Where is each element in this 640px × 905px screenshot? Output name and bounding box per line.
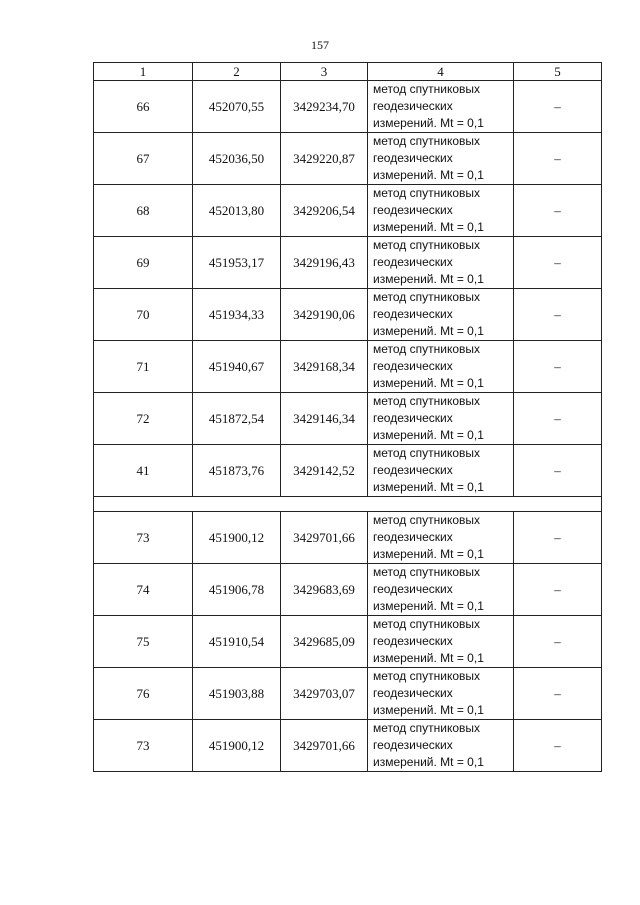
- y-coordinate-cell: 3429142,52: [281, 445, 368, 497]
- point-cell: 75: [94, 616, 193, 668]
- method-line: измерений. Mt = 0,1: [373, 116, 484, 130]
- y-coordinate-cell: 3429146,34: [281, 393, 368, 445]
- method-line: метод спутниковых: [373, 342, 481, 356]
- method-cell: [368, 185, 514, 237]
- method-line: измерений. Mt = 0,1: [373, 168, 484, 182]
- y-coordinate-cell: 3429234,70: [281, 81, 368, 133]
- method-line: измерений. Mt = 0,1: [373, 480, 484, 494]
- method-cell: [368, 616, 514, 668]
- point-cell: 73: [94, 512, 193, 564]
- y-coordinate-cell: 3429683,69: [281, 564, 368, 616]
- note-cell: –: [514, 720, 602, 772]
- method-line: метод спутниковых: [373, 290, 481, 304]
- method-line: метод спутниковых: [373, 721, 481, 735]
- method-line: метод спутниковых: [373, 82, 481, 96]
- note-cell: –: [514, 445, 602, 497]
- note-cell: –: [514, 668, 602, 720]
- method-line: геодезических: [373, 634, 453, 648]
- method-line: метод спутниковых: [373, 669, 481, 683]
- table-row: [94, 445, 602, 497]
- method-line: геодезических: [373, 463, 453, 477]
- method-line: измерений. Mt = 0,1: [373, 703, 484, 717]
- note-cell: –: [514, 289, 602, 341]
- method-line: метод спутниковых: [373, 446, 481, 460]
- point-cell: 71: [94, 341, 193, 393]
- method-line: измерений. Mt = 0,1: [373, 428, 484, 442]
- x-coordinate-cell: 452036,50: [193, 133, 281, 185]
- method-line: геодезических: [373, 203, 453, 217]
- note-cell: –: [514, 341, 602, 393]
- method-line: измерений. Mt = 0,1: [373, 547, 484, 561]
- method-line: измерений. Mt = 0,1: [373, 755, 484, 769]
- point-cell: 72: [94, 393, 193, 445]
- note-cell: –: [514, 564, 602, 616]
- x-coordinate-cell: 451900,12: [193, 512, 281, 564]
- point-cell: 68: [94, 185, 193, 237]
- table-row: [94, 720, 602, 772]
- column-header-2: 2: [193, 63, 281, 81]
- table-header-row: [94, 63, 602, 81]
- table-row: [94, 616, 602, 668]
- method-cell: [368, 668, 514, 720]
- method-line: геодезических: [373, 99, 453, 113]
- x-coordinate-cell: 451873,76: [193, 445, 281, 497]
- method-line: геодезических: [373, 411, 453, 425]
- method-line: измерений. Mt = 0,1: [373, 376, 484, 390]
- point-cell: 70: [94, 289, 193, 341]
- note-cell: –: [514, 393, 602, 445]
- method-line: геодезических: [373, 530, 453, 544]
- table-row: [94, 564, 602, 616]
- table-row: [94, 237, 602, 289]
- y-coordinate-cell: 3429196,43: [281, 237, 368, 289]
- column-header-4: 4: [368, 63, 514, 81]
- method-line: измерений. Mt = 0,1: [373, 599, 484, 613]
- x-coordinate-cell: 451900,12: [193, 720, 281, 772]
- x-coordinate-cell: 451903,88: [193, 668, 281, 720]
- method-line: метод спутниковых: [373, 617, 481, 631]
- table-row: [94, 133, 602, 185]
- method-line: метод спутниковых: [373, 134, 481, 148]
- method-cell: [368, 720, 514, 772]
- note-cell: –: [514, 237, 602, 289]
- note-cell: –: [514, 512, 602, 564]
- method-line: метод спутниковых: [373, 186, 481, 200]
- method-cell: [368, 445, 514, 497]
- method-line: метод спутниковых: [373, 513, 481, 527]
- x-coordinate-cell: 452013,80: [193, 185, 281, 237]
- note-cell: –: [514, 81, 602, 133]
- x-coordinate-cell: 451953,17: [193, 237, 281, 289]
- group-separator-row: [94, 497, 602, 512]
- method-cell: [368, 133, 514, 185]
- method-cell: [368, 341, 514, 393]
- method-line: метод спутниковых: [373, 565, 481, 579]
- x-coordinate-cell: 451906,78: [193, 564, 281, 616]
- y-coordinate-cell: 3429190,06: [281, 289, 368, 341]
- point-cell: 73: [94, 720, 193, 772]
- y-coordinate-cell: 3429701,66: [281, 720, 368, 772]
- note-cell: –: [514, 185, 602, 237]
- column-header-3: 3: [281, 63, 368, 81]
- table-row: [94, 81, 602, 133]
- y-coordinate-cell: 3429703,07: [281, 668, 368, 720]
- group-separator: [94, 497, 602, 512]
- page-number: 157: [311, 38, 329, 52]
- method-cell: [368, 237, 514, 289]
- method-line: измерений. Mt = 0,1: [373, 324, 484, 338]
- method-line: метод спутниковых: [373, 238, 481, 252]
- y-coordinate-cell: 3429685,09: [281, 616, 368, 668]
- table-row: [94, 512, 602, 564]
- x-coordinate-cell: 451910,54: [193, 616, 281, 668]
- table-row: [94, 668, 602, 720]
- x-coordinate-cell: 452070,55: [193, 81, 281, 133]
- method-line: геодезических: [373, 738, 453, 752]
- method-cell: [368, 289, 514, 341]
- note-cell: –: [514, 133, 602, 185]
- point-cell: 41: [94, 445, 193, 497]
- point-cell: 69: [94, 237, 193, 289]
- method-cell: [368, 564, 514, 616]
- point-cell: 74: [94, 564, 193, 616]
- method-line: геодезических: [373, 255, 453, 269]
- method-cell: [368, 393, 514, 445]
- table-row: [94, 393, 602, 445]
- point-cell: 66: [94, 81, 193, 133]
- method-line: измерений. Mt = 0,1: [373, 272, 484, 286]
- table-row: [94, 185, 602, 237]
- table-row: [94, 341, 602, 393]
- method-line: геодезических: [373, 359, 453, 373]
- table-row: [94, 289, 602, 341]
- y-coordinate-cell: 3429206,54: [281, 185, 368, 237]
- column-header-5: 5: [514, 63, 602, 81]
- method-line: геодезических: [373, 151, 453, 165]
- x-coordinate-cell: 451872,54: [193, 393, 281, 445]
- method-cell: [368, 81, 514, 133]
- method-cell: [368, 512, 514, 564]
- x-coordinate-cell: 451940,67: [193, 341, 281, 393]
- method-line: измерений. Mt = 0,1: [373, 651, 484, 665]
- y-coordinate-cell: 3429220,87: [281, 133, 368, 185]
- y-coordinate-cell: 3429701,66: [281, 512, 368, 564]
- point-cell: 67: [94, 133, 193, 185]
- method-line: геодезических: [373, 686, 453, 700]
- method-line: измерений. Mt = 0,1: [373, 220, 484, 234]
- y-coordinate-cell: 3429168,34: [281, 341, 368, 393]
- x-coordinate-cell: 451934,33: [193, 289, 281, 341]
- method-line: метод спутниковых: [373, 394, 481, 408]
- method-line: геодезических: [373, 582, 453, 596]
- method-line: геодезических: [373, 307, 453, 321]
- point-cell: 76: [94, 668, 193, 720]
- column-header-1: 1: [94, 63, 193, 81]
- coordinates-table: [93, 62, 602, 772]
- note-cell: –: [514, 616, 602, 668]
